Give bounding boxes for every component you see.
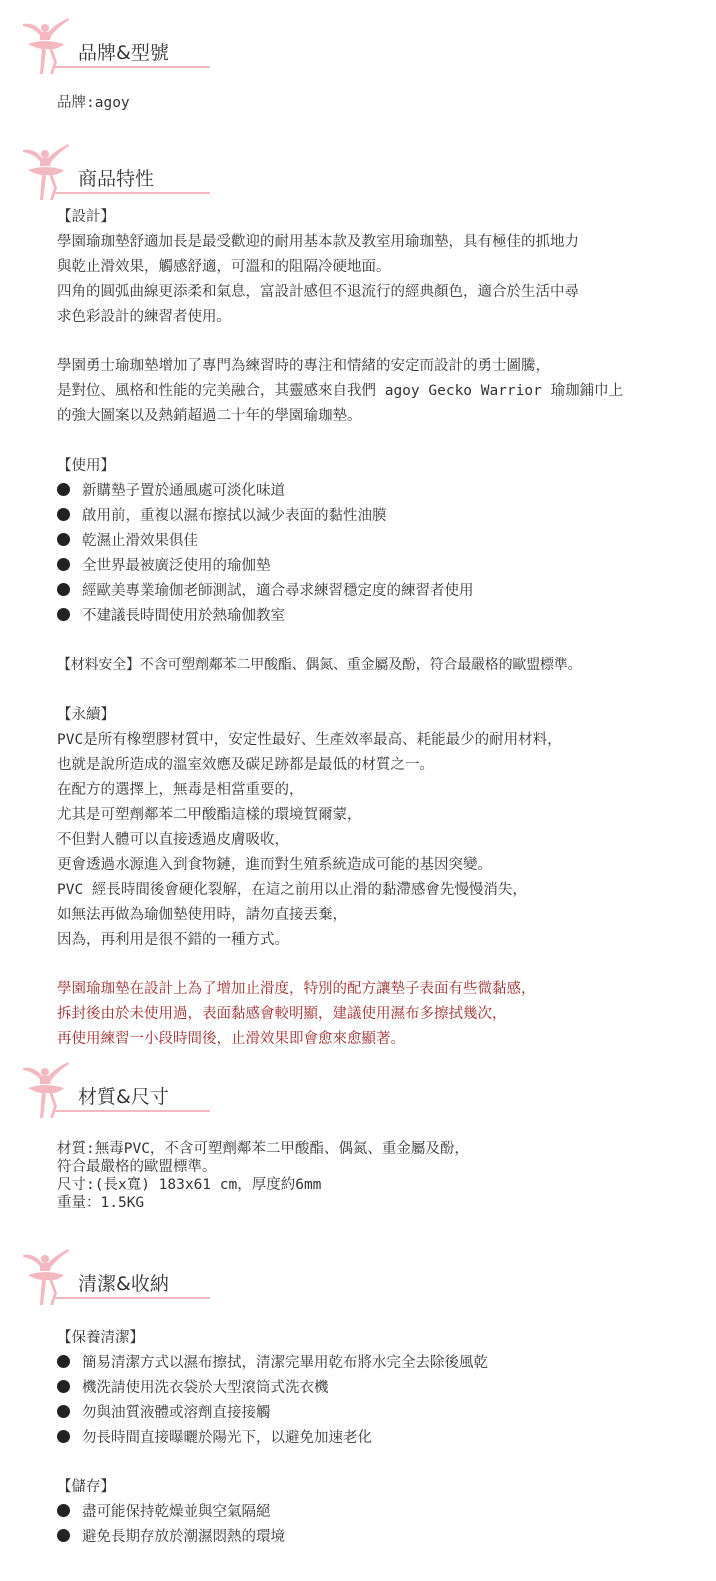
section-underline <box>54 192 210 194</box>
bullet-icon <box>57 558 70 571</box>
bullet-icon <box>57 1405 70 1418</box>
design-line: 求色彩設計的練習者使用。 <box>57 309 231 325</box>
section-underline <box>54 66 210 68</box>
bullet-icon <box>57 1529 70 1542</box>
bullet-icon <box>57 508 70 521</box>
bullet-icon <box>57 583 70 596</box>
section-header-brand <box>18 14 198 78</box>
sustain-line: 更會透過水源進入到食物鏈，進而對生殖系統造成可能的基因突變。 <box>57 857 492 873</box>
list-item-text: 經歐美專業瑜伽老師測試，適合尋求練習穩定度的練習者使用 <box>82 583 474 599</box>
list-item <box>57 529 198 554</box>
bullet-icon <box>57 1355 70 1368</box>
ballerina-icon <box>18 140 78 204</box>
bullet-icon <box>57 608 70 621</box>
warrior-line: 學園勇士瑜珈墊增加了專門為練習時的專注和情緒的安定而設計的勇士圖騰， <box>57 358 550 374</box>
design-label: 【設計】 <box>57 209 115 225</box>
list-item <box>57 604 285 629</box>
section-title: 清潔&收納 <box>78 1273 169 1295</box>
sustain-line: 在配方的選擇上，無毒是相當重要的， <box>57 782 304 798</box>
warrior-line: 的強大圖案以及熱銷超過二十年的學園瑜珈墊。 <box>57 408 362 424</box>
bullet-icon <box>57 533 70 546</box>
use-label: 【使用】 <box>57 458 115 474</box>
list-item-text: 盡可能保持乾燥並與空氣隔絕 <box>82 1504 271 1520</box>
list-item-text: 避免長期存放於潮濕悶熱的環境 <box>82 1529 285 1545</box>
note-line: 再使用練習一小段時間後，止滑效果即會愈來愈顯著。 <box>57 1031 405 1047</box>
warrior-line: 是對位、風格和性能的完美融合，其靈感來自我們 agoy Gecko Warrior 瑜珈鋪巾上 <box>57 383 624 399</box>
list-item-text: 乾濕止滑效果俱佳 <box>82 533 198 549</box>
sustain-line: 因為，再利用是很不錯的一種方式。 <box>57 932 289 948</box>
bullet-icon <box>57 1430 70 1443</box>
section-underline <box>54 1110 210 1112</box>
sustain-label: 【永續】 <box>57 707 115 723</box>
design-line: 學園瑜珈墊舒適加長是最受歡迎的耐用基本款及教室用瑜珈墊，具有極佳的抓地力 <box>57 234 579 250</box>
note-line: 拆封後由於未使用過，表面黏感會較明顯，建議使用濕布多擦拭幾次， <box>57 1006 507 1022</box>
list-item <box>57 1351 488 1376</box>
material-line: 符合最嚴格的歐盟標準。 <box>57 1159 217 1175</box>
material-line: 尺寸:(長x寬) 183x61 cm，厚度約6mm <box>57 1177 322 1193</box>
ballerina-icon <box>18 1058 78 1122</box>
list-item <box>57 554 271 579</box>
list-item <box>57 1426 372 1451</box>
ballerina-icon <box>18 1245 78 1309</box>
list-item-text: 不建議長時間使用於熱瑜伽教室 <box>82 608 285 624</box>
list-item <box>57 1376 329 1401</box>
list-item <box>57 1401 271 1426</box>
section-underline <box>54 1297 210 1299</box>
section-title: 材質&尺寸 <box>78 1086 169 1108</box>
design-line: 與乾止滑效果，觸感舒適，可溫和的阻隔冷硬地面。 <box>57 259 391 275</box>
store-label: 【儲存】 <box>57 1479 115 1495</box>
sustain-line: 不但對人體可以直接透過皮膚吸收， <box>57 832 289 848</box>
sustain-line: 尤其是可塑劑鄰苯二甲酸酯這樣的環境賀爾蒙， <box>57 807 362 823</box>
section-header-material <box>18 1058 198 1122</box>
list-item <box>57 504 387 529</box>
section-header-features <box>18 140 198 204</box>
section-title: 商品特性 <box>78 168 155 190</box>
list-item-text: 全世界最被廣泛使用的瑜伽墊 <box>82 558 271 574</box>
list-item <box>57 579 474 604</box>
list-item <box>57 1525 285 1550</box>
safety-line: 【材料安全】不含可塑劑鄰苯二甲酸酯、偶氮、重金屬及酚，符合最嚴格的歐盟標準。 <box>57 657 582 673</box>
sustain-line: 也就是說所造成的溫室效應及碳足跡都是最低的材質之一。 <box>57 757 434 773</box>
bullet-icon <box>57 1380 70 1393</box>
material-line: 材質:無毒PVC，不含可塑劑鄰苯二甲酸酯、偶氮、重金屬及酚， <box>57 1141 469 1157</box>
design-line: 四角的圓弧曲線更添柔和氣息，富設計感但不退流行的經典顏色，適合於生活中尋 <box>57 284 579 300</box>
list-item-text: 簡易清潔方式以濕布擦拭，清潔完畢用乾布將水完全去除後風乾 <box>82 1355 488 1371</box>
material-line: 重量：1.5KG <box>57 1195 145 1211</box>
list-item-text: 新購墊子置於通風處可淡化味道 <box>82 483 285 499</box>
list-item <box>57 1500 271 1525</box>
bullet-icon <box>57 483 70 496</box>
clean-label: 【保養清潔】 <box>57 1330 144 1346</box>
list-item-text: 勿長時間直接曝曬於陽光下，以避免加速老化 <box>82 1430 372 1446</box>
brand-text: 品牌:agoy <box>57 95 130 111</box>
sustain-line: PVC是所有橡塑膠材質中，安定性最好、生產效率最高、耗能最少的耐用材料， <box>57 732 562 748</box>
section-title: 品牌&型號 <box>78 42 169 64</box>
bullet-icon <box>57 1504 70 1517</box>
ballerina-icon <box>18 14 78 78</box>
list-item-text: 啟用前，重複以濕布擦拭以減少表面的黏性油膜 <box>82 508 387 524</box>
list-item-text: 勿與油質液體或溶劑直接接觸 <box>82 1405 271 1421</box>
list-item <box>57 479 285 504</box>
sustain-line: PVC 經長時間後會硬化裂解，在這之前用以止滑的黏滯感會先慢慢消失， <box>57 882 527 898</box>
section-header-care <box>18 1245 198 1309</box>
note-line: 學園瑜珈墊在設計上為了增加止滑度，特別的配方讓墊子表面有些微黏感， <box>57 981 536 997</box>
sustain-line: 如無法再做為瑜伽墊使用時，請勿直接丟棄， <box>57 907 347 923</box>
list-item-text: 機洗請使用洗衣袋於大型滾筒式洗衣機 <box>82 1380 329 1396</box>
